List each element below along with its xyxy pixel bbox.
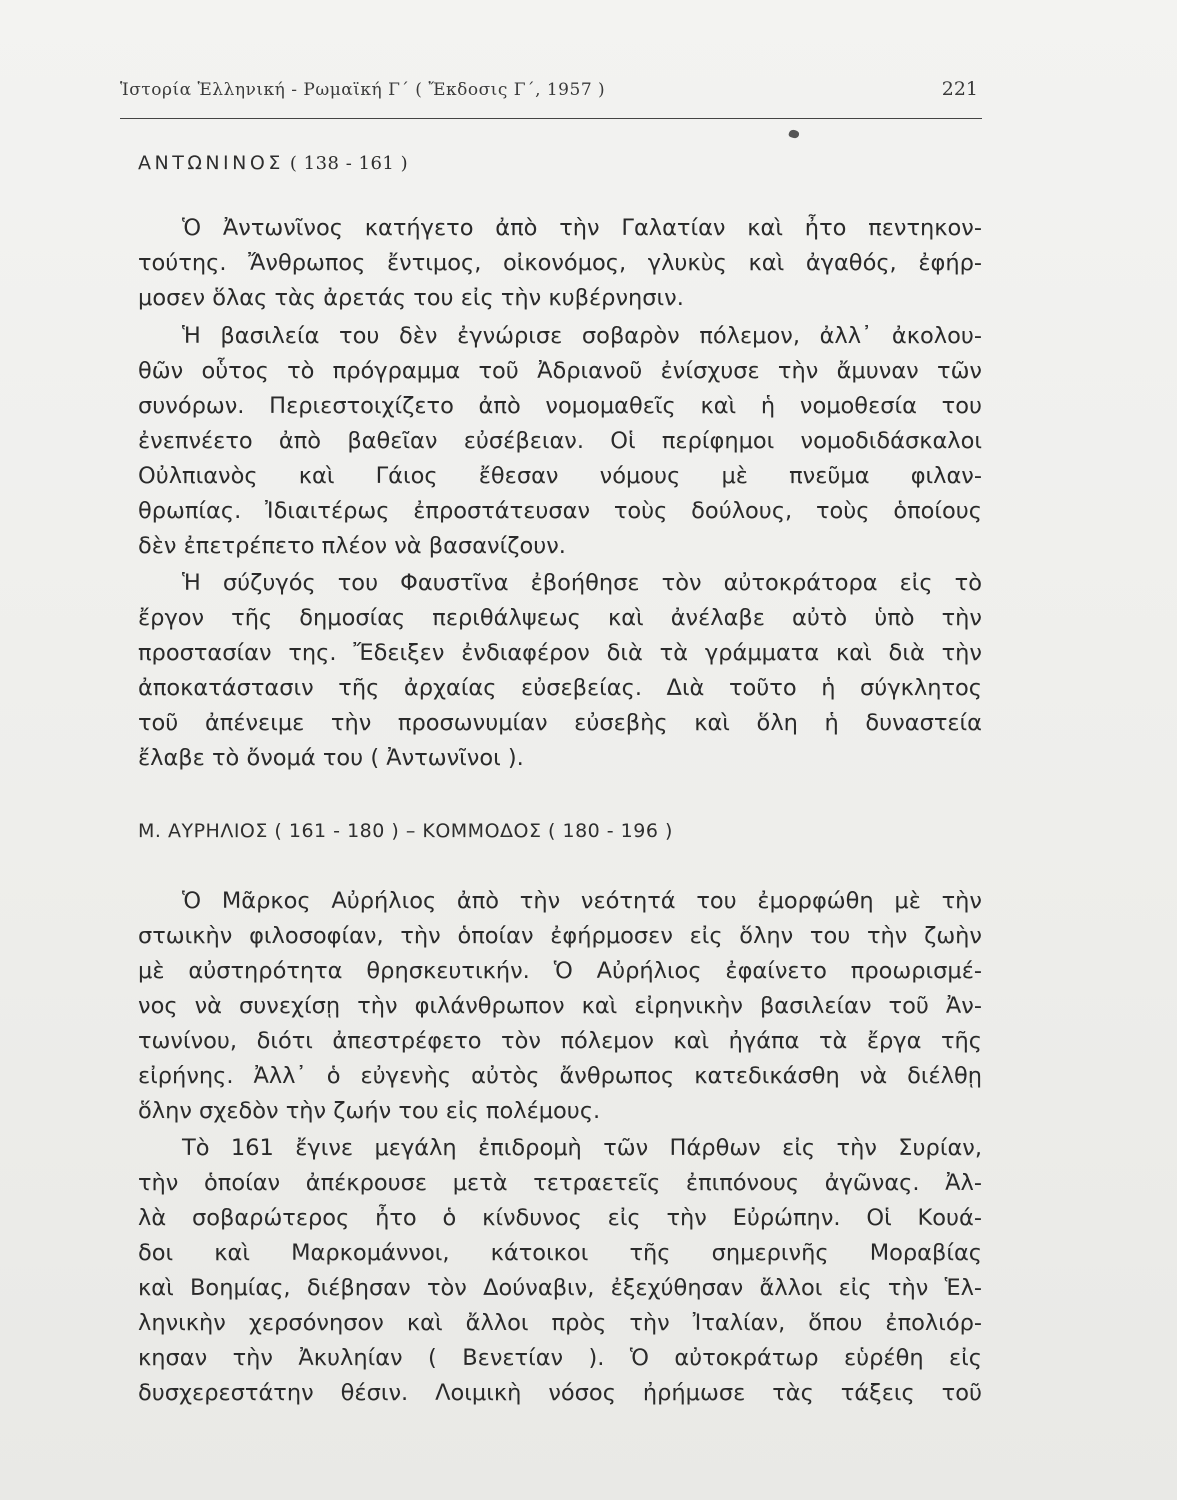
page-number: 221 (941, 78, 978, 100)
text-line: Οὐλπιανὸς καὶ Γάιος ἔθεσαν νόμους μὲ πνεῦμα φιλαν- (138, 463, 982, 489)
text-line: ἔργον τῆς δημοσίας περιθάλψεως καὶ ἀνέλαβε αὐτὸ ὑπὸ τὴν (138, 605, 982, 631)
text-line: λὰ σοβαρώτερος ἦτο ὁ κίνδυνος εἰς τὴν Εὐρώπην. Οἱ Κουά- (138, 1205, 982, 1231)
running-title: Ἱστορία Ἑλληνική - Ρωμαϊκή Γ´ ( Ἔκδοσις Γ´, 1957 ) (120, 80, 606, 100)
header-rule (120, 118, 982, 119)
text-line: ἐνεπνέετο ἀπὸ βαθεῖαν εὐσέβειαν. Οἱ περίφημοι νομοδιδάσκαλοι (138, 428, 982, 454)
text-line: Τὸ 161 ἔγινε μεγάλη ἐπιδρομὴ τῶν Πάρθων εἰς τὴν Συρίαν, (182, 1135, 982, 1161)
text-line: τοῦ ἀπένειμε τὴν προσωνυμίαν εὐσεβὴς καὶ ὅλη ἡ δυναστεία (138, 710, 982, 736)
text-line: ὅλην σχεδὸν τὴν ζωήν του εἰς πολέμους. (138, 1098, 601, 1124)
heading-text: Μ. ΑΥΡΗΛΙΟΣ ( 161 - 180 ) – ΚΟΜΜΟΔΟΣ ( 180 - 196 ) (138, 820, 673, 842)
section-heading-antoninus (138, 152, 408, 174)
text-line: στωικὴν φιλοσοφίαν, τὴν ὁποίαν ἐφήρμοσεν εἰς ὅλην του τὴν ζωὴν (138, 923, 982, 949)
text-line: τωνίνου, διότι ἀπεστρέφετο τὸν πόλεμον καὶ ἠγάπα τὰ ἔργα τῆς (138, 1028, 982, 1054)
text-line: δυσχερεστάτην θέσιν. Λοιμικὴ νόσος ἠρήμωσε τὰς τάξεις τοῦ (138, 1380, 982, 1406)
text-line: θρωπίας. Ἰδιαιτέρως ἐπροστάτευσαν τοὺς δούλους, τοὺς ὁποίους (138, 498, 982, 524)
text-line: καὶ Βοημίας, διέβησαν τὸν Δούναβιν, ἐξεχύθησαν ἄλλοι εἰς τὴν Ἑλ- (138, 1275, 982, 1301)
heading-dates: ( 138 - 161 ) (289, 153, 409, 174)
running-header (118, 78, 980, 108)
heading-name: ΑΝΤΩΝΙΝΟΣ (138, 152, 284, 174)
text-line: ἀποκατάστασιν τῆς ἀρχαίας εὐσεβείας. Διὰ τοῦτο ἡ σύγκλητος (138, 675, 982, 701)
text-line: εἰρήνης. Ἀλλ᾽ ὁ εὐγενὴς αὐτὸς ἄνθρωπος κατεδικάσθη νὰ διέλθῃ (138, 1063, 982, 1089)
text-line: Ἡ σύζυγός του Φαυστῖνα ἐβοήθησε τὸν αὐτοκράτορα εἰς τὸ (182, 570, 982, 596)
text-line: Ἡ βασιλεία του δὲν ἐγνώρισε σοβαρὸν πόλεμον, ἀλλ᾽ ἀκολου- (182, 323, 982, 349)
text-line: συνόρων. Περιεστοιχίζετο ἀπὸ νομομαθεῖς καὶ ἡ νομοθεσία του (138, 393, 982, 419)
text-line: Ὁ Ἀντωνῖνος κατήγετο ἀπὸ τὴν Γαλατίαν καὶ ἦτο πεντηκον- (182, 215, 982, 241)
text-line: νος νὰ συνεχίσῃ τὴν φιλάνθρωπον καὶ εἰρηνικὴν βασιλείαν τοῦ Ἀν- (138, 993, 982, 1019)
ink-spot (788, 129, 800, 140)
text-line: μὲ αὐστηρότητα θρησκευτικήν. Ὁ Αὐρήλιος ἐφαίνετο προωρισμέ- (138, 958, 982, 984)
text-line: τούτης. Ἄνθρωπος ἔντιμος, οἰκονόμος, γλυκὺς καὶ ἀγαθός, ἐφήρ- (138, 250, 982, 276)
text-line: κησαν τὴν Ἀκυληίαν ( Βενετίαν ). Ὁ αὐτοκράτωρ εὑρέθη εἰς (138, 1345, 982, 1371)
text-line: τὴν ὁποίαν ἀπέκρουσε μετὰ τετραετεῖς ἐπιπόνους ἀγῶνας. Ἀλ- (138, 1170, 982, 1196)
section-heading-aurelius (138, 820, 673, 842)
text-line: δοι καὶ Μαρκομάννοι, κάτοικοι τῆς σημερινῆς Μοραβίας (138, 1240, 982, 1266)
text-line: Ὁ Μᾶρκος Αὐρήλιος ἀπὸ τὴν νεότητά του ἐμορφώθη μὲ τὴν (182, 888, 982, 914)
text-line: προστασίαν της. Ἔδειξεν ἐνδιαφέρον διὰ τὰ γράμματα καὶ διὰ τὴν (138, 640, 982, 666)
text-line: ἔλαβε τὸ ὄνομά του ( Ἀντωνῖνοι ). (138, 745, 524, 771)
text-line: ληνικὴν χερσόνησον καὶ ἄλλοι πρὸς τὴν Ἰταλίαν, ὅπου ἐπολιόρ- (138, 1310, 982, 1336)
text-line: δὲν ἐπετρέπετο πλέον νὰ βασανίζουν. (138, 533, 566, 559)
text-line: μοσεν ὅλας τὰς ἀρετάς του εἰς τὴν κυβέρνησιν. (138, 285, 684, 311)
text-line: θῶν οὗτος τὸ πρόγραμμα τοῦ Ἀδριανοῦ ἐνίσχυσε τὴν ἄμυναν τῶν (138, 358, 982, 384)
